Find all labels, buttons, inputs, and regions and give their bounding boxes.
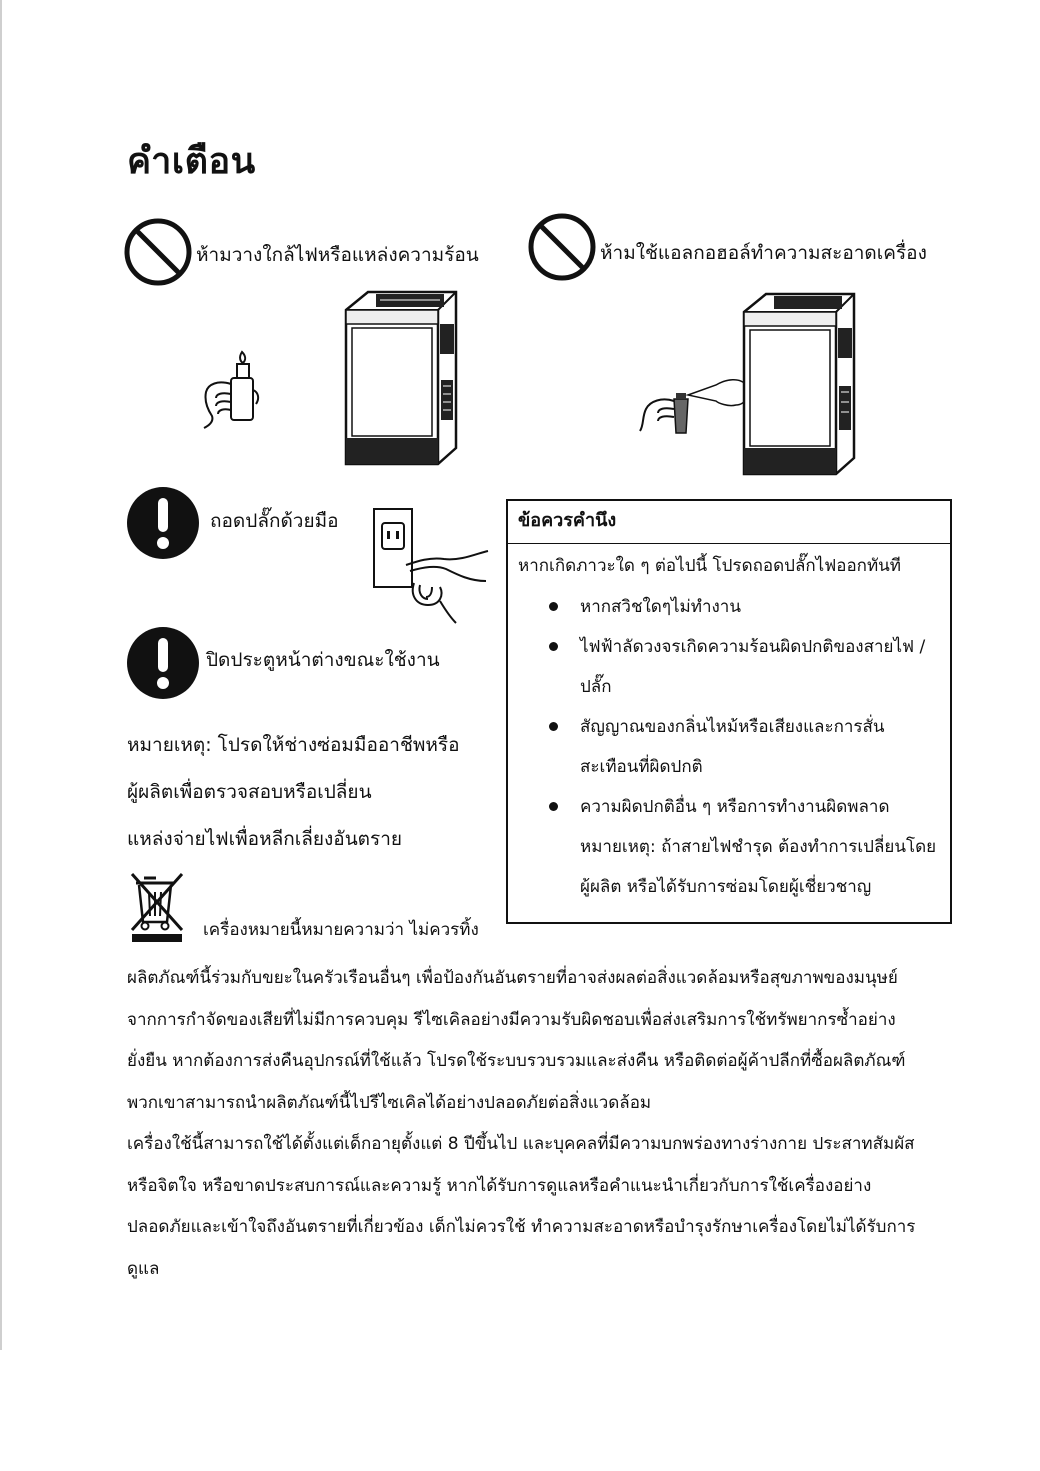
service-note bbox=[127, 722, 487, 863]
weee-first-line: เครื่องหมายนี้หมายความว่า ไม่ควรทิ้ง bbox=[203, 920, 479, 940]
prohibited-icon bbox=[123, 217, 193, 287]
exclamation-icon bbox=[126, 486, 200, 560]
warning-close-windows: ปิดประตูหน้าต่างขณะใช้งาน bbox=[206, 649, 440, 671]
wall-socket-illustration bbox=[370, 505, 492, 625]
weee-paragraph: ผลิตภัณฑ์นี้ร่วมกับขยะในครัวเรือนอื่นๆ เพื่อป้องกันอันตรายที่อาจส่งผลต่อสิ่งแวดล้อมหรือสุขภาพของมนุษย์จากการกำจัดของเสียที่ไม่มีการควบคุม รีไซเคิลอย่างมีความรับผิดชอบเพื่อส่งเสริมการใช้ทรัพยากรซ้ำอย่างยั่งยืน หากต้องการส่งคืนอุปกรณ์ที่ใช้แล้ว โปรดใช้ระบบรวบรวมและส่งคืน หรือติดต่อผู้ค้าปลีกที่ซื้อผลิตภัณฑ์ พวกเขาสามารถนำผลิตภัณฑ์นี้ไปรีไซเคิลได้อย่างปลอดภัยต่อสิ่งแวดล้อม bbox=[127, 968, 906, 1113]
disposal-and-usage-text bbox=[127, 958, 917, 1290]
precautions-intro: หากเกิดภาวะใด ๆ ต่อไปนี้ โปรดถอดปลั๊กไฟออกทันที bbox=[518, 556, 901, 576]
warning-no-heat: ห้ามวางใกล้ไฟหรือแหล่งความร้อน bbox=[196, 244, 479, 266]
service-note-line: ผู้ผลิตเพื่อตรวจสอบหรือเปลี่ยน bbox=[127, 781, 372, 803]
precaution-item: ความผิดปกติอื่น ๆ หรือการทำงานผิดพลาด หมายเหตุ: ถ้าสายไฟชำรุด ต้องทำการเปลี่ยนโดยผู้ผลิต หรือได้รับการซ่อมโดยผู้เชี่ยวชาญ bbox=[548, 787, 950, 907]
prohibited-icon bbox=[527, 212, 597, 282]
warning-no-alcohol: ห้ามใช้แอลกอฮอล์ทำความสะอาดเครื่อง bbox=[600, 242, 927, 264]
precaution-item: หากสวิชใดๆไม่ทำงาน bbox=[548, 587, 950, 627]
usage-paragraph: เครื่องใช้นี้สามารถใช้ได้ตั้งแต่เด็กอายุตั้งแต่ 8 ปีขึ้นไป และบุคคลที่มีความบกพร่องทางร่างกาย ประสาทสัมผัสหรือจิตใจ หรือขาดประสบการณ์และความรู้ หากได้รับการดูแลหรือคำแนะนำเกี่ยวกับการใช้เครื่องอย่างปลอดภัยและเข้าใจถึงอันตรายที่เกี่ยวข้อง เด็กไม่ควรใช้ ทำความสะอาดหรือบำรุงรักษาเครื่องโดยไม่ได้รับการดูแล bbox=[127, 1134, 916, 1279]
exclamation-icon bbox=[126, 626, 200, 700]
precautions-list bbox=[508, 587, 950, 907]
weee-bin-icon bbox=[128, 870, 186, 944]
page-edge bbox=[0, 0, 2, 1350]
precaution-item: สัญญาณของกลิ่นไหม้หรือเสียงและการสั่นสะเทือนที่ผิดปกติ bbox=[548, 707, 950, 787]
page-title: คำเตือน bbox=[127, 141, 256, 182]
lighter-hand-illustration bbox=[198, 350, 268, 430]
service-note-line: แหล่งจ่ายไฟเพื่อหลีกเลี่ยงอันตราย bbox=[127, 828, 403, 850]
precaution-item: ไฟฟ้าลัดวงจรเกิดความร้อนผิดปกติของสายไฟ / ปลั๊ก bbox=[548, 627, 950, 707]
precautions-box bbox=[506, 499, 952, 924]
precautions-heading: ข้อควรคำนึง bbox=[508, 501, 950, 544]
service-note-line: หมายเหตุ: โปรดให้ช่างซ่อมมืออาชีพหรือ bbox=[127, 734, 460, 756]
warning-unplug-by-hand: ถอดปลั๊กด้วยมือ bbox=[210, 510, 339, 532]
air-purifier-illustration bbox=[340, 288, 462, 466]
air-purifier-illustration bbox=[738, 290, 860, 478]
